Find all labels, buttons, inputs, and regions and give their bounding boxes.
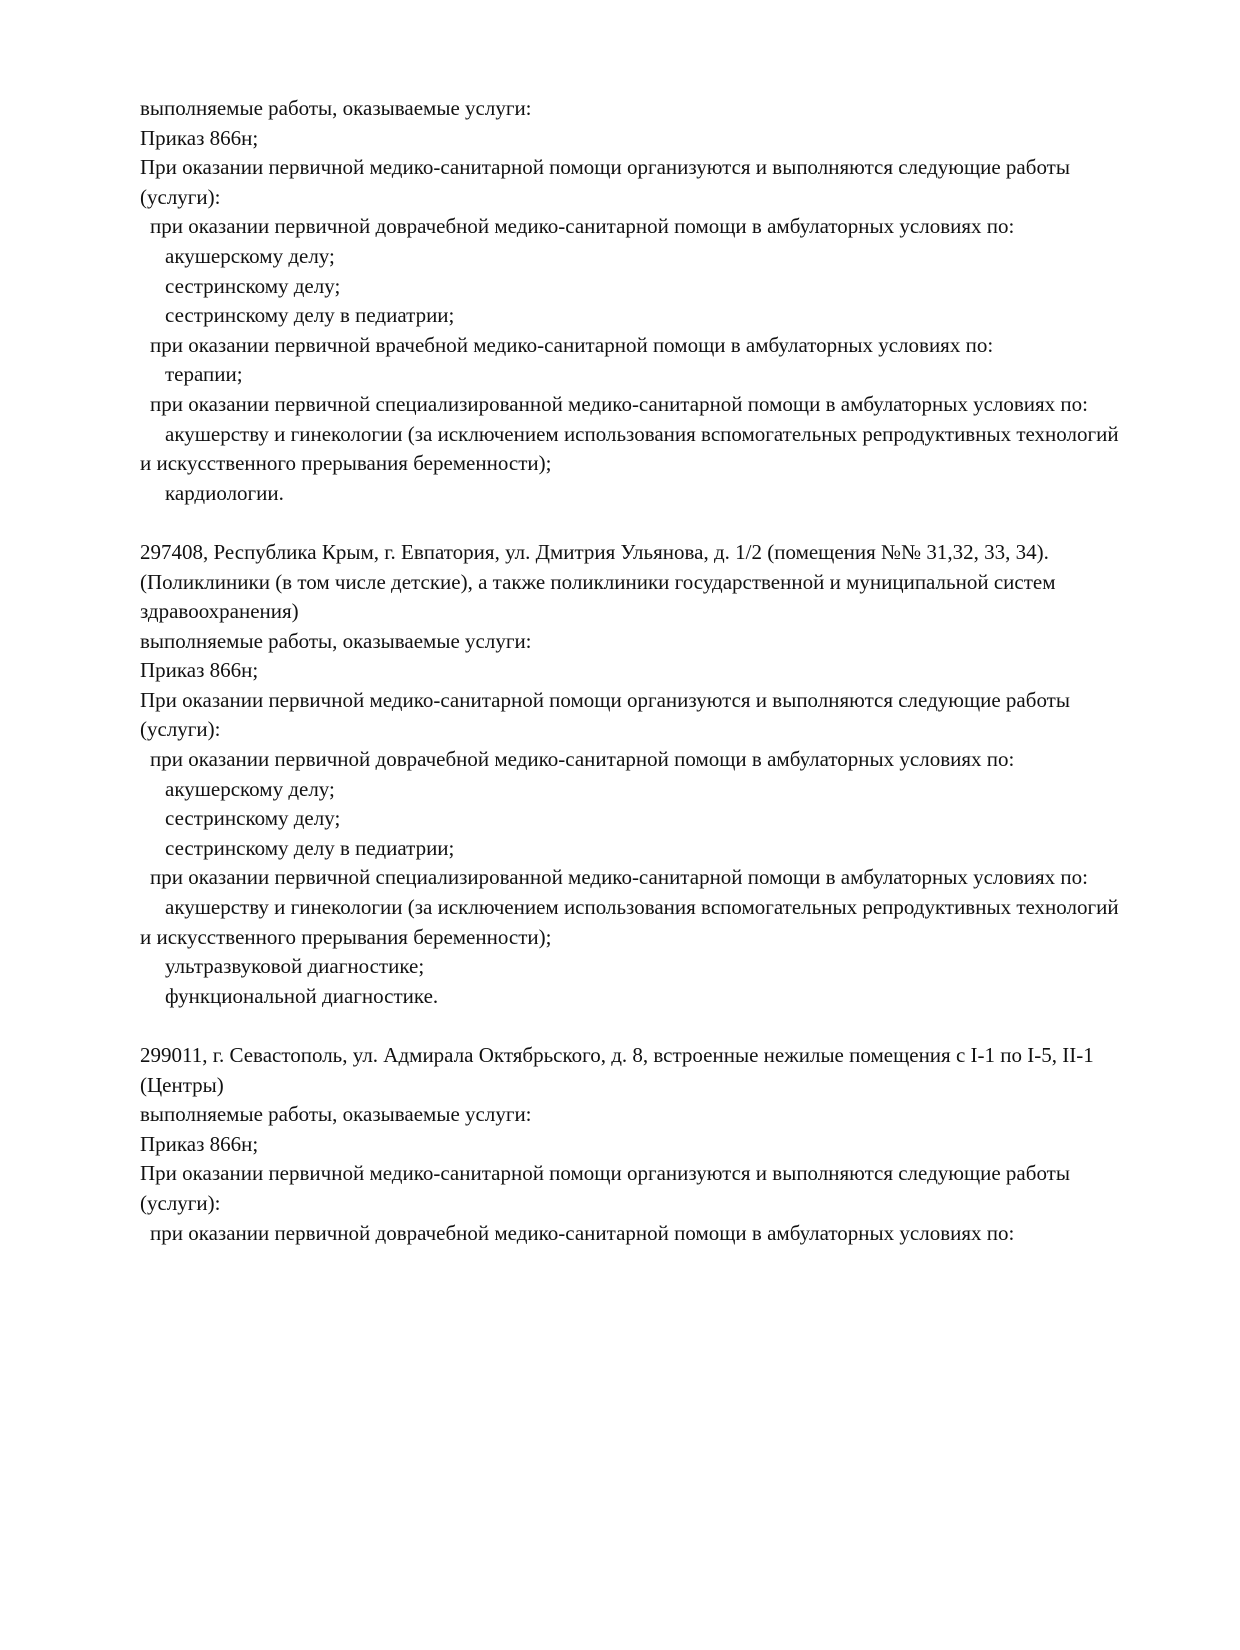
text-line: терапии; [165,362,243,387]
text-line: выполняемые работы, оказываемые услуги: [140,1102,532,1127]
text-line: сестринскому делу в педиатрии; [165,835,455,860]
document-content [140,94,1132,1248]
text-line: кардиологии. [165,480,284,505]
text-line: при оказании первичной врачебной медико-санитарной помощи в амбулаторных условиях по: [150,332,994,357]
text-line: акушерству и гинекологии (за исключением использования вспомогательных репродуктивных технологий и искусственного прерывания беременности); [140,895,1119,949]
text-line: сестринскому делу; [165,806,341,831]
text-line: при оказании первичной доврачебной медико-санитарной помощи в амбулаторных условиях по: [150,1220,1015,1245]
text-line: выполняемые работы, оказываемые услуги: [140,96,532,120]
text-line: выполняемые работы, оказываемые услуги: [140,628,532,653]
text-line: Приказ 866н; [140,658,259,683]
text-line: при оказании первичной доврачебной медико-санитарной помощи в амбулаторных условиях по: [150,214,1015,239]
text-line: ультразвуковой диагностике; [165,954,425,979]
text-line: сестринскому делу в педиатрии; [165,303,455,328]
text-line: При оказании первичной медико-санитарной помощи организуются и выполняются следующие работы (услуги): [140,687,1070,742]
text-line: сестринскому делу; [165,273,341,298]
text-line: функциональной диагностике. [165,983,439,1008]
text-line [140,508,1132,538]
text-line [140,1011,1132,1041]
text-line: 299011, г. Севастополь, ул. Адмирала Октябрьского, д. 8, встроенные нежилые помещения с I-1 по I-5, II-1 (Центры) [140,1043,1094,1097]
text-line: Приказ 866н; [140,1131,259,1156]
text-line: при оказании первичной доврачебной медико-санитарной помощи в амбулаторных условиях по: [150,747,1015,772]
text-line: акушерскому делу; [165,776,335,801]
text-line: акушерскому делу; [165,243,335,268]
text-line: При оказании первичной медико-санитарной помощи организуются и выполняются следующие работы (услуги): [140,155,1070,209]
text-line: при оказании первичной специализированной медико-санитарной помощи в амбулаторных условиях по: [150,865,1089,890]
text-line: акушерству и гинекологии (за исключением использования вспомогательных репродуктивных технологий и искусственного прерывания беременности); [140,421,1119,476]
text-line: При оказании первичной медико-санитарной помощи организуются и выполняются следующие работы (услуги): [140,1161,1070,1215]
text-line: 297408, Республика Крым, г. Евпатория, ул. Дмитрия Ульянова, д. 1/2 (помещения №№ 31,32, 33, 34). (Поликлиники (в том числе детские), а также поликлиники государственной и муниципальной систем здравоохранения) [140,539,1056,624]
text-line: при оказании первичной специализированной медико-санитарной помощи в амбулаторных условиях по: [150,391,1089,416]
text-line: Приказ 866н; [140,125,259,150]
